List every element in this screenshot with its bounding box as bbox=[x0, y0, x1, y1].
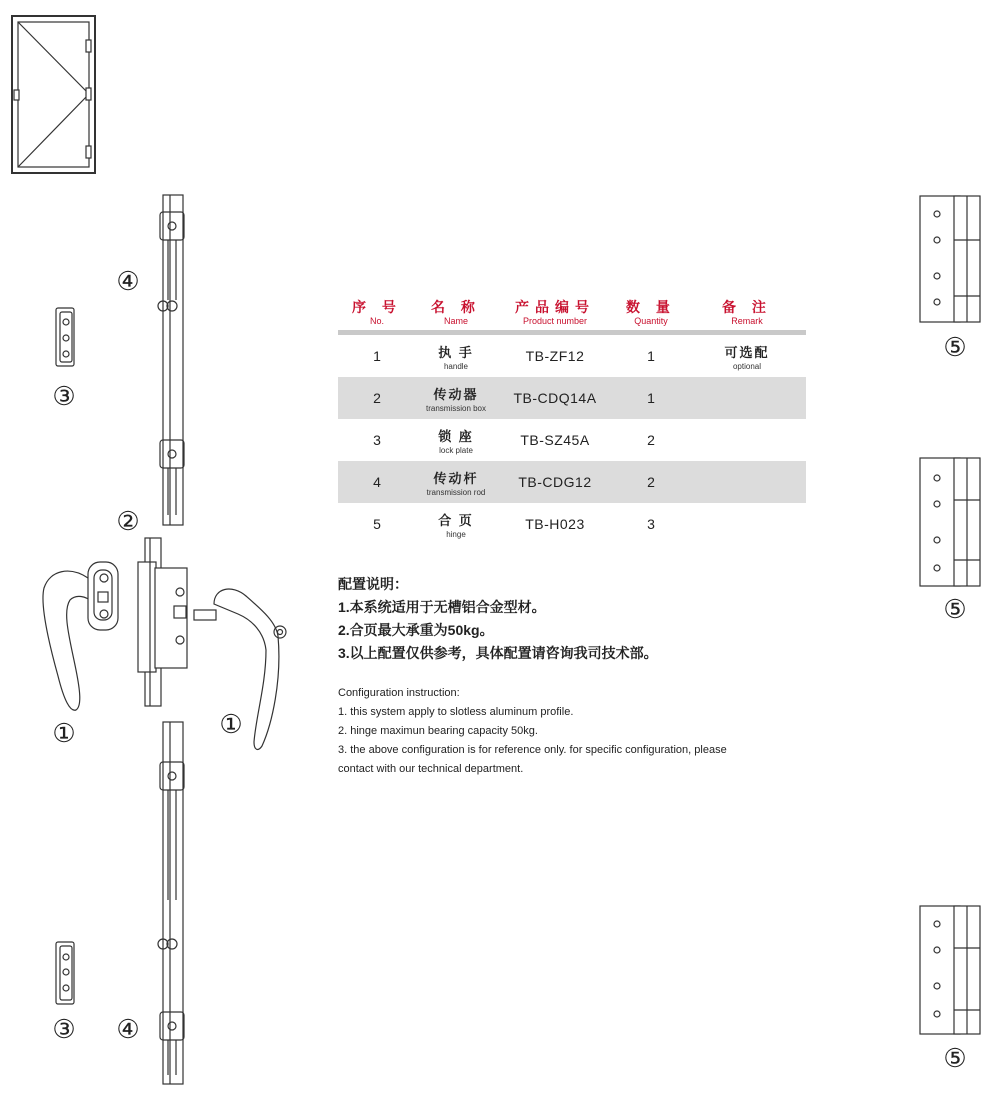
row-remark bbox=[688, 440, 806, 441]
row-name: 锁 座 lock plate bbox=[438, 428, 474, 455]
handle-left bbox=[43, 562, 118, 710]
callout-3-upper: ③ bbox=[52, 381, 76, 411]
table-row bbox=[338, 461, 806, 503]
row-quantity: 3 bbox=[647, 516, 655, 532]
config-en-line: 1. this system apply to slotless aluminum profile. bbox=[338, 706, 574, 718]
hinge-bottom bbox=[920, 906, 980, 1034]
table-row bbox=[338, 419, 806, 461]
callout-5-bottom: ⑤ bbox=[943, 1043, 967, 1073]
config-en-line: 2. hinge maximun bearing capacity 50kg. bbox=[338, 725, 538, 737]
header-remark: 备 注 Remark bbox=[722, 299, 772, 326]
callout-2: ② bbox=[116, 506, 140, 536]
row-remark bbox=[688, 524, 806, 525]
row-quantity: 1 bbox=[647, 348, 655, 364]
config-notes-english bbox=[338, 684, 818, 779]
transmission-box bbox=[138, 538, 187, 706]
callout-5-middle: ⑤ bbox=[943, 594, 967, 624]
lock-plate-lower bbox=[56, 942, 74, 1004]
row-no: 3 bbox=[373, 432, 381, 448]
callout-4-upper: ④ bbox=[116, 266, 140, 296]
config-en-title: Configuration instruction: bbox=[338, 687, 460, 699]
row-product-number: TB-H023 bbox=[525, 516, 585, 532]
row-name: 执 手 handle bbox=[438, 344, 474, 371]
row-quantity: 2 bbox=[647, 474, 655, 490]
row-remark bbox=[688, 398, 806, 399]
row-product-number: TB-CDQ14A bbox=[513, 390, 597, 406]
table-row bbox=[338, 335, 806, 377]
table-row bbox=[338, 503, 806, 545]
header-name: 名 称 Name bbox=[431, 299, 481, 326]
callout-4-lower: ④ bbox=[116, 1014, 140, 1044]
callout-1-left: ① bbox=[52, 718, 76, 748]
spec-table bbox=[338, 298, 806, 545]
config-en-line: contact with our technical department. bbox=[338, 763, 524, 775]
header-product-number: 产品编号 Product number bbox=[515, 299, 595, 326]
row-product-number: TB-CDG12 bbox=[518, 474, 592, 490]
hinge-middle bbox=[920, 458, 980, 586]
row-quantity: 1 bbox=[647, 390, 655, 406]
table-header bbox=[338, 298, 806, 335]
row-name: 传动器 transmission box bbox=[425, 386, 487, 413]
config-zh-title: 配置说明： bbox=[338, 576, 408, 592]
row-remark: 可选配 optional bbox=[724, 344, 770, 371]
lock-plate-upper bbox=[56, 308, 74, 366]
callout-3-lower: ③ bbox=[52, 1014, 76, 1044]
row-product-number: TB-ZF12 bbox=[525, 348, 585, 364]
config-en-line: 3. the above configuration is for reference only. for specific configuration, please bbox=[338, 744, 727, 756]
header-no: 序 号 No. bbox=[352, 299, 402, 326]
config-zh-line: 1.本系统适用于无槽铝合金型材。 bbox=[338, 599, 546, 615]
row-no: 1 bbox=[373, 348, 381, 364]
config-zh-line: 2.合页最大承重为50kg。 bbox=[338, 622, 494, 638]
upper-transmission-rod bbox=[158, 195, 184, 525]
header-quantity: 数 量 Quantity bbox=[626, 299, 676, 326]
table-row bbox=[338, 377, 806, 419]
row-remark bbox=[688, 482, 806, 483]
window-icon bbox=[12, 16, 95, 173]
config-notes-chinese bbox=[338, 573, 658, 665]
callout-1-right: ① bbox=[219, 709, 243, 739]
row-no: 4 bbox=[373, 474, 381, 490]
hinge-top bbox=[920, 196, 980, 322]
row-no: 5 bbox=[373, 516, 381, 532]
row-name: 传动杆 transmission rod bbox=[426, 470, 486, 497]
config-zh-line: 3.以上配置仅供参考，具体配置请咨询我司技术部。 bbox=[338, 645, 658, 661]
row-name: 合 页 hinge bbox=[438, 512, 474, 539]
row-no: 2 bbox=[373, 390, 381, 406]
callout-5-top: ⑤ bbox=[943, 332, 967, 362]
row-quantity: 2 bbox=[647, 432, 655, 448]
row-product-number: TB-SZ45A bbox=[520, 432, 590, 448]
lower-transmission-rod bbox=[158, 722, 184, 1084]
